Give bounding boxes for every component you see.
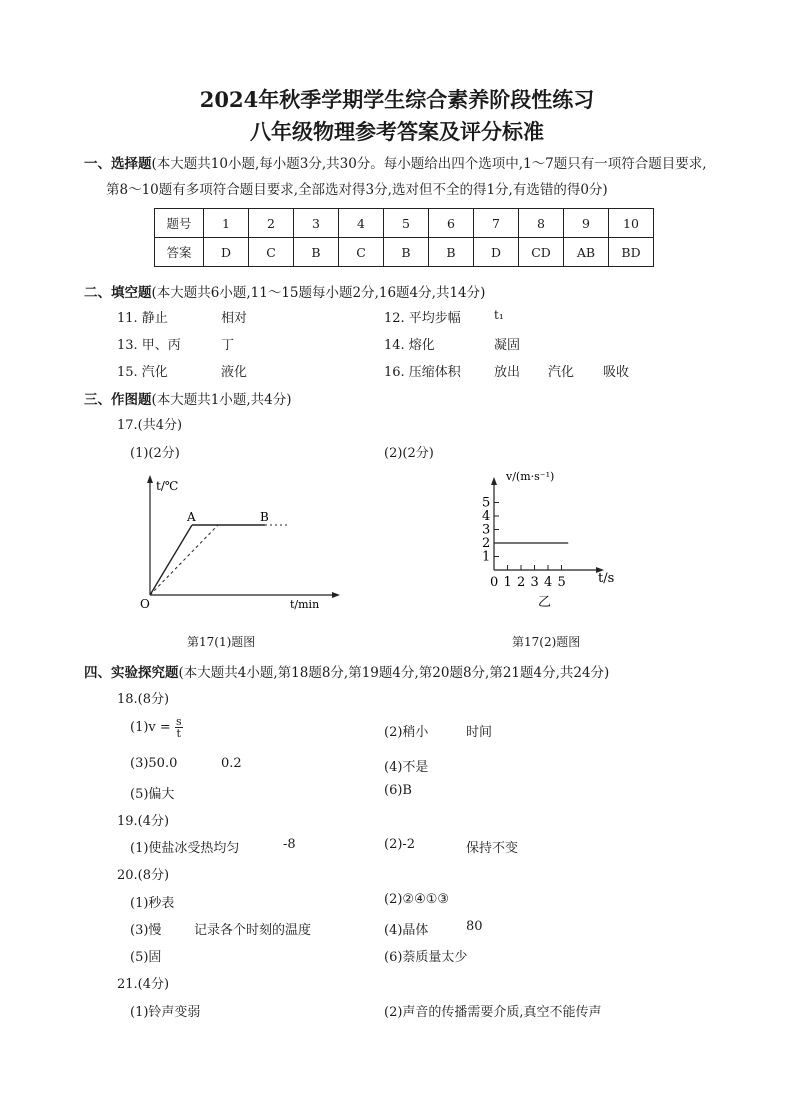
answer-19-1: (1)使盐冰受热均匀 [130,841,240,856]
y-axis-arrow [491,477,497,485]
question-19: 19.(4分) [117,814,170,829]
table-cell: 3 [294,209,339,238]
answer-21-2: (2)声音的传播需要介质,真空不能传声 [384,1005,602,1020]
x-tick-label: 4 [544,575,553,590]
answer-20-3: (3)慢 [130,923,162,938]
table-cell: D [474,238,519,267]
solid-heating-line [150,525,192,595]
table-cell: 7 [474,209,519,238]
section4-desc: (本大题共4小题,第18题8分,第19题4分,第20题8分,第21题4分,共24分) [178,665,610,681]
question-17: 17.(共4分) [117,418,183,433]
y-axis-arrow [147,475,153,483]
section2-line [84,281,485,301]
answer-q11-b: 相对 [221,311,248,326]
velocity-formula-fraction [175,716,183,739]
table-cell: B [294,238,339,267]
answer-20-2: (2)②④①③ [384,892,450,907]
chart-sublabel: 乙 [538,595,552,610]
y-axis-label: t/℃ [156,479,179,493]
section3-heading: 三、作图题 [84,392,152,408]
answer-20-6: (6)萘质量太少 [384,950,468,965]
answer-19-2: (2)-2 [384,837,416,852]
answer-18-2: (2)稍小 [384,725,429,740]
answer-q16-c: 汽化 [548,365,575,380]
table-cell: C [249,238,294,267]
table-row-answers [155,238,654,267]
section1-desc-line2: 第8～10题有多项符合题目要求,全部选对得3分,选对但不全的得1分,有选错的得0分) [106,182,608,198]
table-cell: 2 [249,209,294,238]
point-b-label: B [260,510,269,524]
velocity-time-chart [474,462,634,614]
x-tick-label: 3 [530,575,539,590]
table-cell: 4 [339,209,384,238]
section2-heading: 二、填空题 [84,285,152,301]
answer-18-1-prefix: (1)v = [130,720,171,735]
answer-20-4: (4)晶体 [384,923,429,938]
y-tick-label: 4 [482,509,491,524]
fraction-numerator: s [175,715,182,728]
y-tick-label: 1 [482,549,491,565]
figure-caption-1: 第17(1)题图 [187,635,256,649]
answer-18-3-b: 0.2 [221,756,242,771]
answer-18-4: (4)不是 [384,760,429,775]
answer-19-1-b: -8 [283,837,296,852]
answer-19-2-b: 保持不变 [466,841,519,856]
answer-q14: 14. 熔化 [384,338,435,353]
table-header-cell: 题号 [155,209,204,238]
origin-label: O [140,597,150,611]
answer-18-6: (6)B [384,783,412,798]
section2-desc: (本大题共6小题,11～15题每小题2分,16题4分,共14分) [151,285,486,301]
section3-line [84,388,292,408]
y-tick-label: 5 [482,495,491,511]
answer-20-4-b: 80 [466,919,483,934]
answer-q11: 11. 静止 [117,311,168,326]
section4-line [84,661,609,681]
answer-q15-b: 液化 [221,365,248,380]
answer-q16: 16. 压缩体积 [384,365,461,380]
x-tick-label: 1 [503,575,512,590]
page-title: 2024年秋季学期学生综合素养阶段性练习 [199,87,595,112]
section3-desc: (本大题共1小题,共4分) [151,392,292,408]
answer-20-1: (1)秒表 [130,896,175,911]
x-axis-label: t/s [598,571,615,586]
table-cell: 6 [429,209,474,238]
y-tick-label: 3 [482,522,491,538]
section1-heading: 一、选择题 [84,156,152,172]
answer-21-1: (1)铃声变弱 [130,1005,201,1020]
point-a-label: A [187,510,196,524]
section4-heading: 四、实验探究题 [84,665,179,681]
table-cell: 1 [204,209,249,238]
table-cell: D [204,238,249,267]
page-subtitle: 八年级物理参考答案及评分标准 [250,119,544,144]
figure-caption-2: 第17(2)题图 [512,635,581,649]
question-17-part2: (2)(2分) [384,446,434,461]
x-tick-label: 0 [490,575,499,590]
answer-q13: 13. 甲、丙 [117,338,181,353]
section1-line1 [84,152,707,172]
x-axis-arrow [332,592,340,598]
table-cell: C [339,238,384,267]
section1-desc-line1: (本大题共10小题,每小题3分,共30分。每小题给出四个选项中,1～7题只有一项符合题目要求, [151,156,707,172]
question-18: 18.(8分) [117,692,170,707]
question-21: 21.(4分) [117,977,170,992]
question-20: 20.(8分) [117,868,170,883]
table-cell: AB [564,238,609,267]
y-axis-label: v/(m·s⁻¹) [506,470,555,483]
y-tick-label: 2 [482,536,491,551]
table-cell: CD [519,238,564,267]
answer-q12: 12. 平均步幅 [384,311,461,326]
table-cell: 10 [609,209,654,238]
question-17-part1: (1)(2分) [130,446,180,461]
table-cell: B [384,238,429,267]
answer-18-2-b: 时间 [466,725,493,740]
answer-q14-b: 凝固 [494,338,521,353]
answer-18-5: (5)偏大 [130,787,175,802]
x-tick-label: 5 [557,575,566,590]
answer-20-3-b: 记录各个时刻的温度 [194,923,312,938]
answer-18-1 [130,716,183,739]
answer-q16-d: 吸收 [603,365,630,380]
table-cell: 5 [384,209,429,238]
table-cell: 9 [564,209,609,238]
table-cell: 8 [519,209,564,238]
x-tick-label: 2 [517,575,526,590]
dashed-heating-line [150,525,218,595]
table-header-cell: 答案 [155,238,204,267]
table-cell: B [429,238,474,267]
fraction-denominator: t [176,727,181,740]
table-row-numbers [155,209,654,238]
answer-q15: 15. 汽化 [117,365,168,380]
answer-table [154,208,654,267]
answer-20-5: (5)固 [130,950,162,965]
answer-18-3: (3)50.0 [130,756,178,771]
answer-q13-b: 丁 [221,338,235,353]
answer-q16-b: 放出 [494,365,521,380]
table-cell: BD [609,238,654,267]
x-axis-label: t/min [290,598,320,611]
answer-q12-b: t₁ [494,308,504,322]
temperature-time-graph [130,470,350,618]
